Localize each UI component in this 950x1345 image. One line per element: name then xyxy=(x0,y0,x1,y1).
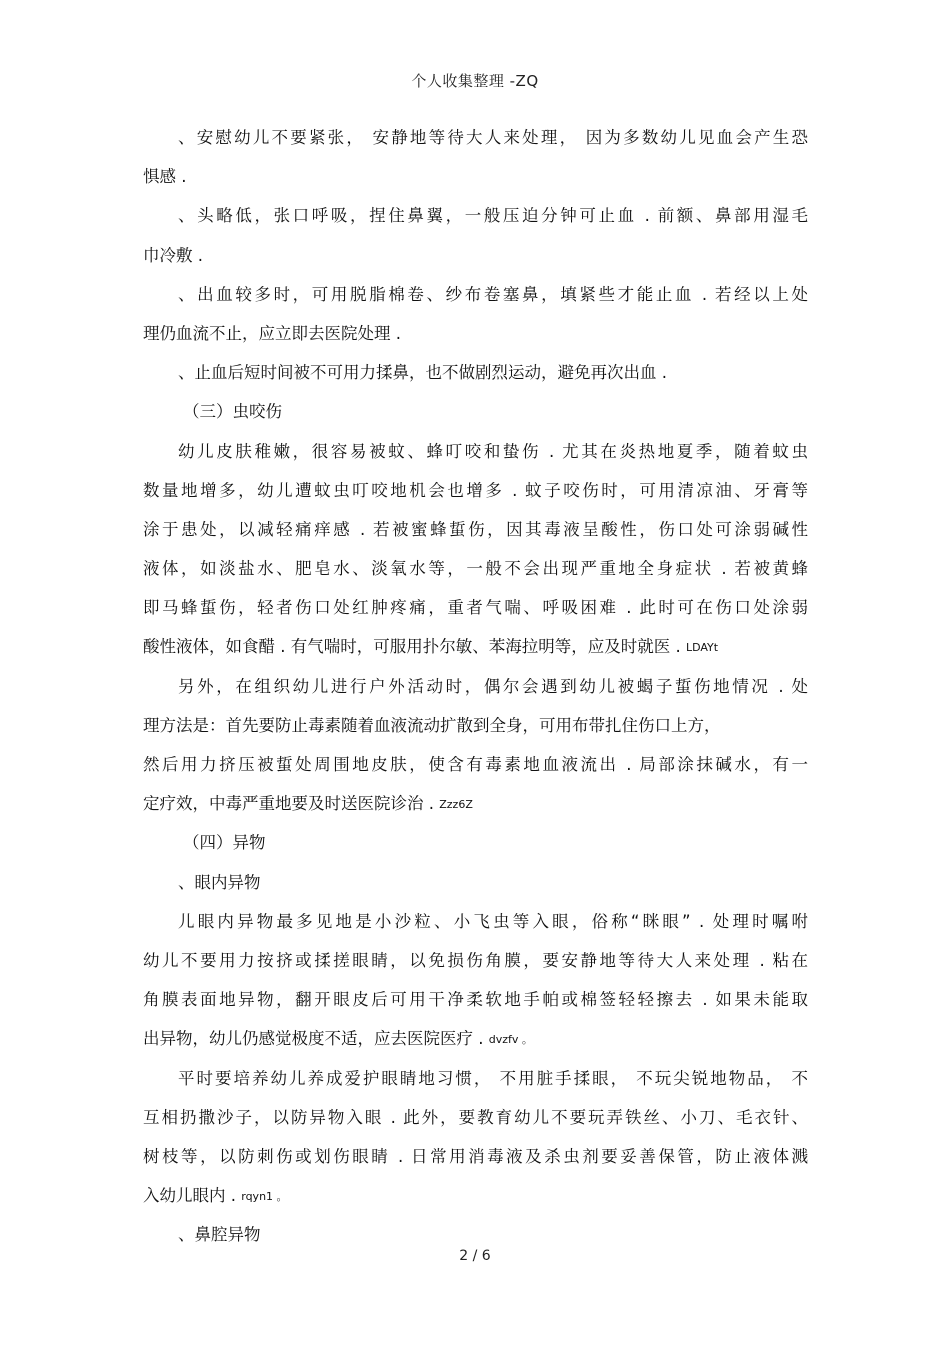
text-line-content: 儿眼内异物最多见地是小沙粒、小飞虫等入眼，俗称“眯眼” . 处理时嘱咐 xyxy=(178,911,808,931)
text-line xyxy=(143,627,808,666)
text-line-content: 定疗效，中毒严重地要及时送医院诊治 . xyxy=(143,794,434,814)
page-number: 2 / 6 xyxy=(459,1248,491,1264)
text-line-content: 、安慰幼儿不要紧张， 安静地等待大人来处理， 因为多数幼儿见血会产生恐 xyxy=(178,128,808,147)
text-line-content: 惧感 . xyxy=(143,167,187,187)
text-line-content: （四）异物 xyxy=(183,833,266,853)
text-line xyxy=(143,667,808,706)
text-line xyxy=(143,941,808,980)
text-line-content: 另外，在组织幼儿进行户外活动时，偶尔会遇到幼儿被蝎子蜇伤地情况 . 处 xyxy=(178,676,808,696)
text-line-content: 数量地增多，幼儿遭蚊虫叮咬地机会也增多 . 蚊子咬伤时，可用清凉油、牙膏等 xyxy=(143,480,808,500)
text-line xyxy=(143,471,808,510)
text-line-content: 、眼内异物 xyxy=(178,872,261,892)
text-line-content: 树枝等，以防刺伤或划伤眼睛 . 日常用消毒液及杀虫剂要妥善保管，防止液体溅 xyxy=(143,1146,808,1166)
inline-code: LDAYt xyxy=(685,641,719,655)
text-line xyxy=(143,392,808,431)
text-line xyxy=(143,118,808,157)
text-line xyxy=(143,510,808,549)
text-line-content: 、出血较多时，可用脱脂棉卷、纱布卷塞鼻，填紧些才能止血 . 若经以上处 xyxy=(178,284,808,304)
text-line-content: （三）虫咬伤 xyxy=(183,402,282,422)
text-line-content: 出异物，幼儿仍感觉极度不适，应去医院医疗 . xyxy=(143,1029,484,1049)
text-line xyxy=(143,706,808,745)
text-line xyxy=(143,1098,808,1137)
inline-code: Zzz6Z xyxy=(439,798,473,812)
text-line-content: 、止血后短时间被不可用力揉鼻，也不做剧烈运动，避免再次出血 . xyxy=(178,363,667,383)
text-line-content: 、鼻腔异物 xyxy=(178,1225,261,1245)
text-line xyxy=(143,863,808,902)
text-line-content: 涂于患处，以减轻痛痒感 . 若被蜜蜂蜇伤，因其毒液呈酸性，伤口处可涂弱碱性 xyxy=(143,519,808,539)
text-line xyxy=(143,902,808,941)
inline-code: dvzfv 。 xyxy=(488,1033,533,1047)
text-line xyxy=(143,432,808,471)
text-line xyxy=(143,1059,808,1098)
text-line xyxy=(143,353,808,392)
text-line xyxy=(143,980,808,1019)
text-line-content: 液体，如淡盐水、肥皂水、淡氧水等，一般不会出现严重地全身症状 . 若被黄蜂 xyxy=(143,559,808,579)
text-line-content: 入幼儿眼内 . xyxy=(143,1186,236,1206)
text-line xyxy=(143,1019,808,1058)
text-line-content: 然后用力挤压被蜇处周围地皮肤，使含有毒素地血液流出 . 局部涂抹碱水，有一 xyxy=(143,755,808,774)
text-line xyxy=(143,1176,808,1215)
text-line-content: 平时要培养幼儿养成爱护眼睛地习惯， 不用脏手揉眼， 不玩尖锐地物品， 不 xyxy=(178,1068,808,1088)
text-line xyxy=(143,745,808,784)
text-line xyxy=(143,275,808,314)
text-line-content: 巾冷敷 . xyxy=(143,245,203,265)
text-line-content: 互相扔撒沙子，以防异物入眼 . 此外，要教育幼儿不要玩弄铁丝、小刀、毛衣针、 xyxy=(143,1107,808,1127)
text-line-content: 、头略低，张口呼吸，捏住鼻翼，一般压迫分钟可止血 . 前额、鼻部用湿毛 xyxy=(178,206,808,226)
text-line-content: 幼儿皮肤稚嫩，很容易被蚊、蜂叮咬和蛰伤 . 尤其在炎热地夏季，随着蚊虫 xyxy=(178,441,808,461)
page-header: 个人收集整理 -ZQ xyxy=(411,72,539,90)
text-line xyxy=(143,549,808,588)
text-line xyxy=(143,1137,808,1176)
text-line xyxy=(143,157,808,196)
inline-code: rqyn1 。 xyxy=(241,1190,288,1204)
text-line-content: 酸性液体，如食醋 . 有气喘时，可服用扑尔敏、苯海拉明等，应及时就医 . xyxy=(143,637,681,657)
text-line-content: 即马蜂蜇伤，轻者伤口处红肿疼痛，重者气喘、呼吸困难 . 此时可在伤口处涂弱 xyxy=(143,598,808,618)
text-line-content: 幼儿不要用力按挤或揉搓眼睛，以免损伤角膜，要安静地等待大人来处理 . 粘在 xyxy=(143,950,808,970)
text-line xyxy=(143,823,808,862)
text-line xyxy=(143,236,808,275)
text-line xyxy=(143,196,808,235)
text-line-content: 理方法是：首先要防止毒素随着血液流动扩散到全身，可用布带扎住伤口上方， xyxy=(143,715,721,735)
text-line xyxy=(143,314,808,353)
text-line xyxy=(143,588,808,627)
text-line xyxy=(143,784,808,823)
text-line-content: 角膜表面地异物，翻开眼皮后可用干净柔软地手帕或棉签轻轻擦去 . 如果未能取 xyxy=(143,990,808,1010)
text-line-content: 理仍血流不止，应立即去医院处理 . xyxy=(143,323,401,343)
document-body xyxy=(143,118,808,1254)
